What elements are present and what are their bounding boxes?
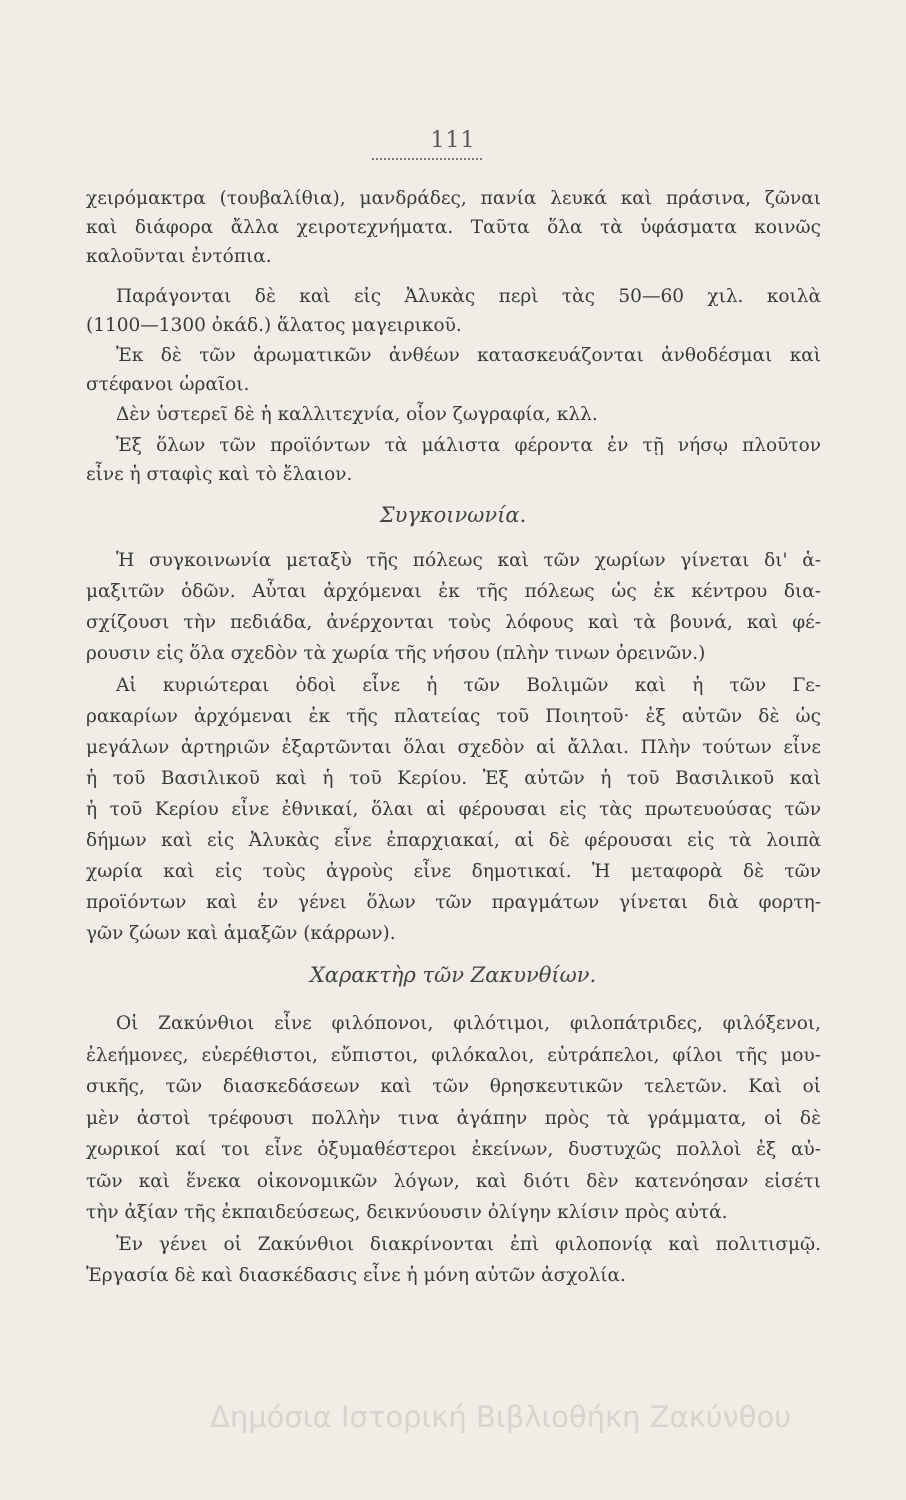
text-line: χωρία καὶ εἰς τοὺς ἀγροὺς εἶνε δημοτικαί. Ἡ μεταφορὰ δὲ τῶν: [86, 861, 821, 882]
text-line: Αἱ κυριώτεραι ὁδοὶ εἶνε ἡ τῶν Βολιμῶν καὶ ἡ τῶν Γε-: [116, 675, 821, 696]
section-heading: Συγκοινωνία.: [379, 503, 527, 527]
library-watermark: Δημόσια Ιστορική Βιβλιοθήκη Ζακύνθου: [210, 1400, 792, 1434]
text-line: μεγάλων ἀρτηριῶν ἐξαρτῶνται ὅλαι σχεδὸν αἱ ἄλλαι. Πλὴν τούτων εἶνε: [86, 737, 821, 758]
section-heading: Χαρακτὴρ τῶν Ζακυνθίων.: [309, 963, 597, 987]
text-line: μὲν ἀστοὶ τρέφουσι πολλὴν τινα ἀγάπην πρὸς τὰ γράμματα, οἱ δὲ: [86, 1108, 821, 1129]
text-line: (1100—1300 ὀκάδ.) ἅλατος μαγειρικοῦ.: [86, 315, 462, 336]
text-line: Ἐν γένει οἱ Ζακύνθιοι διακρίνονται ἐπὶ φιλοπονίᾳ καὶ πολιτισμῷ.: [116, 1234, 821, 1255]
text-line: Ἐκ δὲ τῶν ἀρωματικῶν ἀνθέων κατασκευάζονται ἀνθοδέσμαι καὶ: [116, 345, 821, 366]
text-line: καὶ διάφορα ἄλλα χειροτεχνήματα. Ταῦτα ὅλα τὰ ὑφάσματα κοινῶς: [86, 217, 821, 238]
text-line: εἶνε ἡ σταφὶς καὶ τὸ ἔλαιον.: [86, 464, 353, 485]
text-line: Οἱ Ζακύνθιοι εἶνε φιλόπονοι, φιλότιμοι, φιλοπάτριδες, φιλόξενοι,: [116, 1013, 821, 1034]
text-line: σικῆς, τῶν διασκεδάσεων καὶ τῶν θρησκευτικῶν τελετῶν. Καὶ οἱ: [86, 1076, 821, 1097]
text-line: Δὲν ὑστερεῖ δὲ ἡ καλλιτεχνία, οἷον ζωγραφία, κλλ.: [116, 404, 598, 425]
text-line: Ἐργασία δὲ καὶ διασκέδασις εἶνε ἡ μόνη αὐτῶν ἀσχολία.: [86, 1265, 626, 1286]
page-number-rule: [372, 158, 482, 160]
text-line: ρακαρίων ἀρχόμεναι ἐκ τῆς πλατείας τοῦ Ποιητοῦ· ἐξ αὐτῶν δὲ ὡς: [86, 706, 821, 727]
text-line: σχίζουσι τὴν πεδιάδα, ἀνέρχονται τοὺς λόφους καὶ τὰ βουνά, καὶ φέ-: [86, 612, 821, 633]
text-line: καλοῦνται ἐντόπια.: [86, 246, 272, 267]
text-line: τῶν καὶ ἕνεκα οἰκονομικῶν λόγων, καὶ διότι δὲν κατενόησαν εἰσέτι: [86, 1171, 821, 1192]
text-line: Παράγονται δὲ καὶ εἰς Ἀλυκὰς περὶ τὰς 50—60 χιλ. κοιλὰ: [116, 286, 821, 307]
text-line: τὴν ἀξίαν τῆς ἐκπαιδεύσεως, δεικνύουσιν ὀλίγην κλίσιν πρὸς αὐτά.: [86, 1202, 728, 1223]
text-line: χωρικοί καί τοι εἶνε ὀξυμαθέστεροι ἐκείνων, δυστυχῶς πολλοὶ ἐξ αὐ-: [86, 1139, 821, 1160]
text-line: δήμων καὶ εἰς Ἀλυκὰς εἶνε ἐπαρχιακαί, αἱ δὲ φέρουσαι εἰς τὰ λοιπὰ: [86, 830, 821, 851]
text-line: Ἐξ ὅλων τῶν προϊόντων τὰ μάλιστα φέροντα ἐν τῇ νήσῳ πλοῦτον: [116, 435, 821, 456]
text-line: ρουσιν εἰς ὅλα σχεδὸν τὰ χωρία τῆς νήσου (πλὴν τινων ὀρεινῶν.): [86, 643, 706, 664]
text-line: μαξιτῶν ὁδῶν. Αὗται ἀρχόμεναι ἐκ τῆς πόλεως ὡς ἐκ κέντρου δια-: [86, 581, 821, 602]
text-line: Ἡ συγκοινωνία μεταξὺ τῆς πόλεως καὶ τῶν χωρίων γίνεται δι' ἁ-: [116, 550, 821, 571]
text-line: ἡ τοῦ Κερίου εἶνε ἐθνικαί, ὅλαι αἱ φέρουσαι εἰς τὰς πρωτευούσας τῶν: [86, 799, 821, 820]
text-line: προϊόντων καὶ ἐν γένει ὅλων τῶν πραγμάτων γίνεται διὰ φορτη-: [86, 892, 821, 913]
text-line: γῶν ζώων καὶ ἁμαξῶν (κάρρων).: [86, 923, 396, 944]
text-line: ἐλεήμονες, εὐερέθιστοι, εὔπιστοι, φιλόκαλοι, εὐτράπελοι, φίλοι τῆς μου-: [86, 1045, 821, 1066]
text-line: ἡ τοῦ Βασιλικοῦ καὶ ἡ τοῦ Κερίου. Ἐξ αὐτῶν ἡ τοῦ Βασιλικοῦ καὶ: [86, 768, 821, 789]
text-line: χειρόμακτρα (τουβαλίθια), μανδράδες, πανία λευκά καὶ πράσινα, ζῶναι: [86, 188, 821, 209]
text-line: στέφανοι ὡραῖοι.: [86, 374, 250, 395]
page-number: 111: [430, 128, 476, 153]
